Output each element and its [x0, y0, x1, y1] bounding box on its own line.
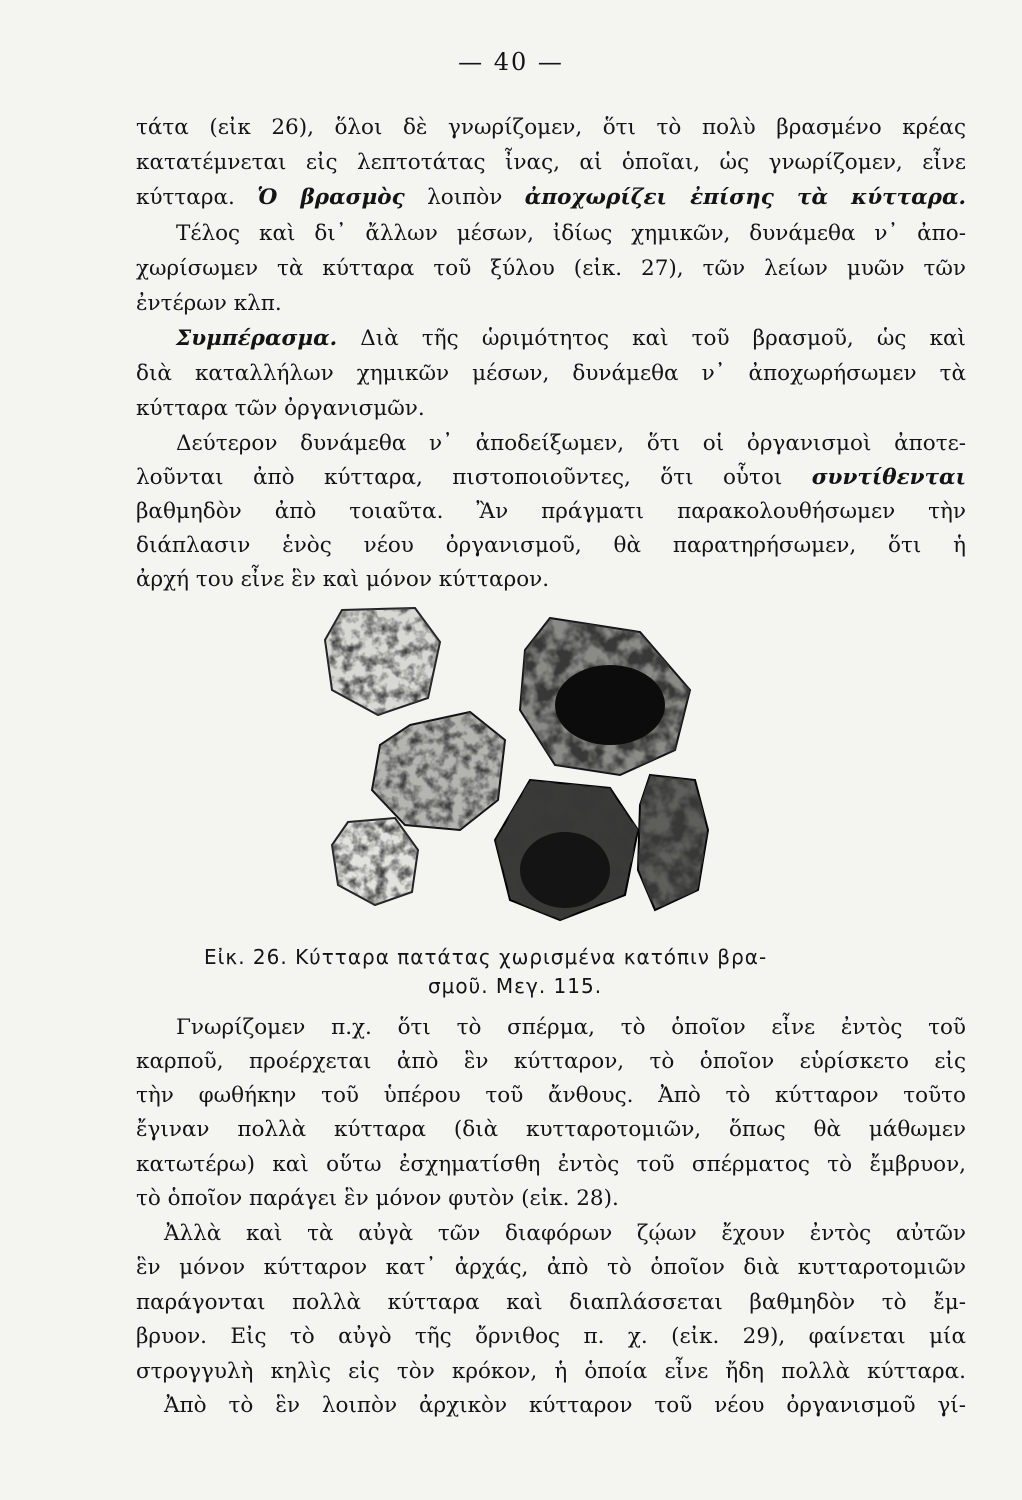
text-line: τὸ ὁποῖον παράγει ἓν μόνον φυτὸν (εἰκ. 28). [136, 1186, 619, 1211]
cell [520, 618, 690, 775]
text-line: βαθμηδὸν ἀπὸ τοιαῦτα. Ἂν πράγματι παρακολουθήσωμεν τὴν [136, 499, 966, 524]
text-line: Γνωρίζομεν π.χ. ὅτι τὸ σπέρμα, τὸ ὁποῖον εἶνε ἐντὸς τοῦ [176, 1015, 966, 1040]
text-line: κύτταρα. Ὁ βρασμὸς λοιπὸν ἀποχωρίζει ἐπίσης τὰ κύτταρα. [136, 185, 966, 210]
text-line: Ἀπὸ τὸ ἓν λοιπὸν ἀρχικὸν κύτταρον τοῦ νέου ὀργανισμοῦ γί- [164, 1393, 966, 1418]
cell [495, 780, 638, 920]
text-line: τὴν φωθήκην τοῦ ὑπέρου τοῦ ἄνθους. Ἀπὸ τὸ κύτταρον τοῦτο [136, 1083, 966, 1108]
text-line: βρυον. Εἰς τὸ αὐγὸ τῆς ὄρνιθος π. χ. (εἰκ. 29), φαίνεται μία [136, 1324, 966, 1349]
text-line: διὰ καταλλήλων χημικῶν μέσων, δυνάμεθα ν᾿ ἀποχωρήσωμεν τὰ [136, 361, 966, 386]
cell [332, 818, 418, 905]
text-line: στρογγυλὴ κηλὶς εἰς τὸν κρόκον, ἡ ὁποία εἶνε ἤδη πολλὰ κύτταρα. [136, 1359, 966, 1384]
text-line: ἔγιναν πολλὰ κύτταρα (διὰ κυτταροτομιῶν, ὅπως θὰ μάθωμεν [136, 1117, 966, 1142]
text-line: Ἀλλὰ καὶ τὰ αὐγὰ τῶν διαφόρων ζῴων ἔχουν ἐντὸς αὐτῶν [164, 1221, 966, 1246]
text-line: Δεύτερον δυνάμεθα ν᾿ ἀποδείξωμεν, ὅτι οἱ ὀργανισμοὶ ἀποτε- [176, 431, 966, 456]
text-line: παράγονται πολλὰ κύτταρα καὶ διαπλάσσεται βαθμηδὸν τὸ ἔμ- [136, 1290, 966, 1315]
text-line: χωρίσωμεν τὰ κύτταρα τοῦ ξύλου (εἰκ. 27), τῶν λείων μυῶν τῶν [136, 256, 966, 281]
section-heading: Συμπέρασμα. [176, 326, 338, 351]
figure-caption: Εἰκ. 26. Κύτταρα πατάτας χωρισμένα κατόπιν βρα- [204, 945, 768, 969]
cell [372, 712, 505, 830]
text-line: καρποῦ, προέρχεται ἀπὸ ἓν κύτταρον, τὸ ὁποῖον εὑρίσκετο εἰς [136, 1049, 966, 1074]
text-line: τάτα (εἰκ 26), ὅλοι δὲ γνωρίζομεν, ὅτι τὸ πολὺ βρασμένο κρέας [136, 115, 966, 140]
text-line: κύτταρα τῶν ὀργανισμῶν. [136, 396, 425, 421]
figure-caption: σμοῦ. Μεγ. 115. [428, 974, 603, 998]
text-line: κατατέμνεται εἰς λεπτοτάτας ἶνας, αἱ ὁποῖαι, ὡς γνωρίζομεν, εἶνε [136, 150, 966, 175]
text-line: ἓν μόνον κύτταρον κατ᾿ ἀρχάς, ἀπὸ τὸ ὁποῖον διὰ κυτταροτομιῶν [136, 1255, 966, 1280]
cell [638, 775, 708, 910]
potato-cells-figure [320, 600, 710, 930]
text-line: κατωτέρω) καὶ οὕτω ἐσχηματίσθη ἐντὸς τοῦ σπέρματος τὸ ἔμβρυον, [136, 1152, 966, 1177]
text-line: διάπλασιν ἑνὸς νέου ὀργανισμοῦ, θὰ παρατηρήσωμεν, ὅτι ἡ [136, 533, 966, 558]
text-line: ἐντέρων κλπ. [136, 291, 282, 316]
text-line: ἀρχή του εἶνε ἓν καὶ μόνον κύτταρον. [136, 567, 550, 592]
cell [325, 608, 440, 715]
page-number: — 40 — [458, 48, 564, 76]
text-line: Συμπέρασμα. Διὰ τῆς ὡριμότητος καὶ τοῦ βρασμοῦ, ὡς καὶ [176, 326, 966, 351]
text-line: λοῦνται ἀπὸ κύτταρα, πιστοποιοῦντες, ὅτι οὗτοι συντίθενται [136, 465, 966, 490]
text-line: Τέλος καὶ δι᾿ ἄλλων μέσων, ἰδίως χημικῶν, δυνάμεθα ν᾿ ἀπο- [176, 221, 966, 246]
